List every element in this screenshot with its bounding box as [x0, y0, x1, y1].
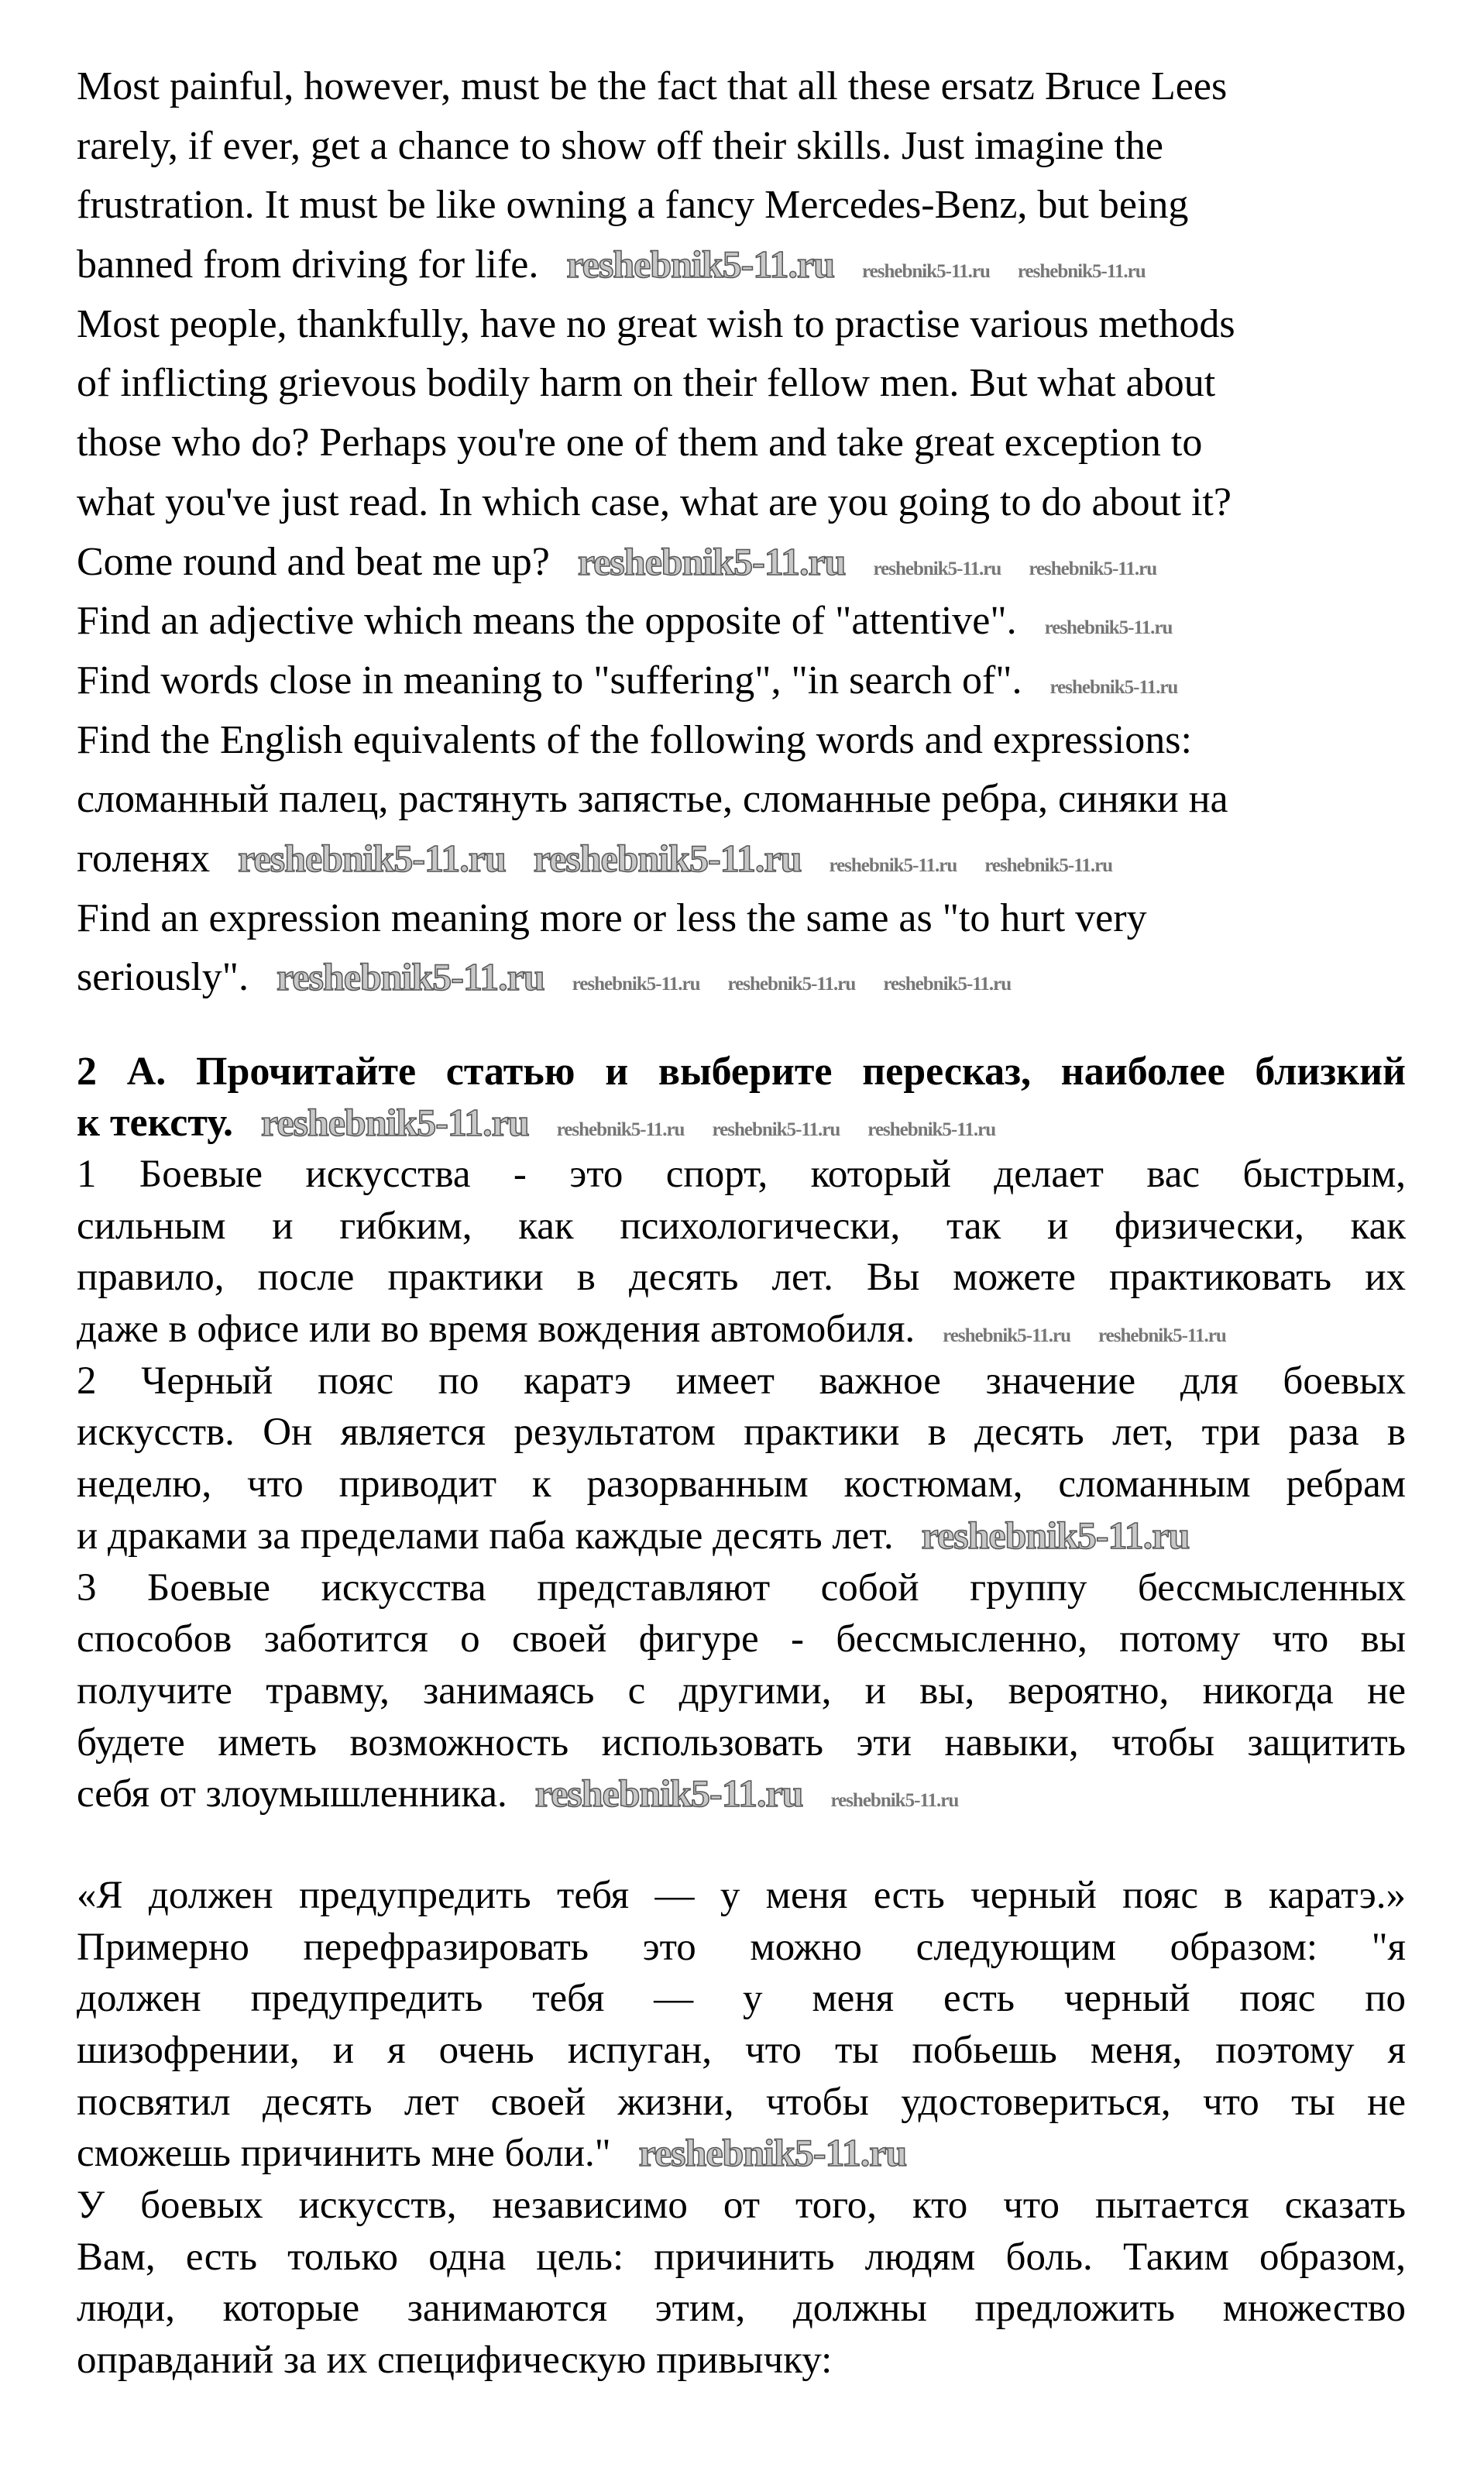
text-line — [77, 2232, 1406, 2284]
line-text: Come round and beat me up? — [77, 539, 550, 584]
watermark: reshebnik5-11.ru — [1017, 261, 1146, 283]
line-text: banned from driving for life. — [77, 242, 539, 287]
watermark: reshebnik5-11.ru — [943, 1325, 1070, 1347]
english-section — [77, 57, 1406, 1008]
text-line — [77, 1407, 1406, 1459]
line-text: what you've just read. In which case, what are you going to do about it? — [77, 479, 1232, 524]
text-line — [77, 57, 1406, 117]
line-text: получите травму, занимаясь с другими, и вы, вероятно, никогда не — [77, 1668, 1406, 1713]
text-line — [77, 1768, 1406, 1820]
retelling-option-3 — [77, 1562, 1406, 1820]
watermark: reshebnik5-11.ru — [862, 261, 990, 283]
line-text: seriously". — [77, 955, 249, 1000]
line-text: Most painful, however, must be the fact that all these ersatz Bruce Lees — [77, 64, 1228, 108]
text-line — [77, 1717, 1406, 1769]
text-line — [77, 2283, 1406, 2335]
text-line — [77, 1613, 1406, 1665]
line-text: Most people, thankfully, have no great wish to practise various methods — [77, 301, 1235, 346]
article-text — [77, 1870, 1406, 2387]
watermark: reshebnik5-11.ru — [566, 242, 835, 287]
watermark: reshebnik5-11.ru — [921, 1513, 1190, 1557]
watermark: reshebnik5-11.ru — [883, 974, 1012, 995]
line-text: rarely, if ever, get a chance to show off their skills. Just imagine the — [77, 123, 1163, 168]
line-text: those who do? Perhaps you're one of them and take great exception to — [77, 421, 1203, 466]
text-line — [77, 414, 1406, 473]
line-text: посвятил десять лет своей жизни, чтобы удостовериться, что ты не — [77, 2080, 1406, 2124]
text-line — [77, 354, 1406, 414]
text-line — [77, 1201, 1406, 1253]
watermark: reshebnik5-11.ru — [260, 1101, 529, 1144]
line-text: сможешь причинить мне боли." — [77, 2132, 611, 2176]
line-text: 2 А. Прочитайте статью и выберите пересказ, наиболее близкий — [77, 1050, 1406, 1094]
watermark: reshebnik5-11.ru — [533, 836, 802, 880]
line-text: сильным и гибким, как психологически, так и физически, как — [77, 1204, 1406, 1248]
task-line — [77, 770, 1406, 830]
line-text: будете иметь возможность использовать эти навыки, чтобы защитить — [77, 1720, 1406, 1765]
line-text: искусств. Он является результатом практики в десять лет, три раза в — [77, 1411, 1406, 1455]
text-line — [77, 1973, 1406, 2025]
line-text: к тексту. — [77, 1101, 233, 1145]
line-text: 2 Черный пояс по каратэ имеет важное значение для боевых — [77, 1359, 1406, 1403]
line-text: 1 Боевые искусства - это спорт, который делает вас быстрым, — [77, 1153, 1406, 1196]
line-text: Find an expression meaning more or less the same as "to hurt very — [77, 895, 1147, 940]
text-line — [77, 1922, 1406, 1974]
line-text: и драками за пределами паба каждые десять лет. — [77, 1514, 894, 1558]
text-line — [77, 533, 1406, 593]
text-line — [77, 1665, 1406, 1717]
watermark: reshebnik5-11.ru — [1029, 558, 1157, 579]
text-line — [77, 1149, 1406, 1201]
line-text: 3 Боевые искусства представляют собой группу бессмысленных — [77, 1565, 1406, 1610]
line-text: даже в офисе или во время вождения автомобиля. — [77, 1308, 915, 1352]
text-line — [77, 2128, 1406, 2180]
watermark: reshebnik5-11.ru — [1044, 617, 1173, 639]
watermark: reshebnik5-11.ru — [572, 974, 700, 995]
spacer — [77, 1820, 1406, 1870]
text-line — [77, 473, 1406, 533]
line-text: способов заботится о своей фигуре - бессмысленно, потому что вы — [77, 1617, 1406, 1662]
retelling-option-1 — [77, 1149, 1406, 1356]
watermark: reshebnik5-11.ru — [277, 955, 544, 999]
watermark: reshebnik5-11.ru — [556, 1119, 685, 1140]
heading-line — [77, 1046, 1406, 1098]
watermark: reshebnik5-11.ru — [238, 836, 506, 880]
retelling-option-2 — [77, 1356, 1406, 1562]
line-text: сломанный палец, растянуть запястье, сломанные ребра, синяки на — [77, 777, 1228, 822]
line-text: голенях — [77, 836, 211, 881]
task-line — [77, 948, 1406, 1008]
line-text: of inflicting grievous bodily harm on their fellow men. But what about — [77, 361, 1216, 406]
line-text: У боевых искусств, независимо от того, кто что пытается сказать — [77, 2184, 1406, 2228]
text-line — [77, 1356, 1406, 1407]
line-text: «Я должен предупредить тебя — у меня есть черный пояс в каратэ.» — [77, 1873, 1406, 1917]
task-line — [77, 889, 1406, 949]
line-text: люди, которые занимаются этим, должны предложить множество — [77, 2287, 1406, 2331]
task-line — [77, 651, 1406, 711]
line-text: Вам, есть только одна цель: причинить людям боль. Таким образом, — [77, 2235, 1406, 2279]
document-page — [77, 57, 1406, 2387]
watermark: reshebnik5-11.ru — [1049, 676, 1178, 698]
retelling-options — [77, 1149, 1406, 1820]
heading-line — [77, 1098, 1406, 1149]
text-line — [77, 1510, 1406, 1562]
task-line — [77, 830, 1406, 889]
watermark: reshebnik5-11.ru — [638, 2131, 907, 2175]
line-text: правило, после практики в десять лет. Вы можете практиковать их — [77, 1256, 1406, 1300]
task-line — [77, 592, 1406, 651]
text-line — [77, 117, 1406, 177]
watermark: reshebnik5-11.ru — [534, 1771, 803, 1816]
watermark: reshebnik5-11.ru — [867, 1119, 996, 1140]
watermark: reshebnik5-11.ru — [1098, 1325, 1226, 1347]
watermark: reshebnik5-11.ru — [712, 1119, 840, 1140]
watermark: reshebnik5-11.ru — [727, 974, 856, 995]
text-line — [77, 1252, 1406, 1304]
line-text: frustration. It must be like owning a fancy Mercedes-Benz, but being — [77, 183, 1189, 228]
line-text: неделю, что приводит к разорванным костюмам, сломанным ребрам — [77, 1462, 1406, 1507]
text-line — [77, 2335, 1406, 2387]
exercise-heading — [77, 1046, 1406, 1149]
line-text: Find an adjective which means the opposite of "attentive". — [77, 599, 1017, 644]
line-text: должен предупредить тебя — у меня есть черный пояс по — [77, 1977, 1406, 2021]
watermark: reshebnik5-11.ru — [830, 1790, 959, 1812]
text-line — [77, 176, 1406, 235]
text-line — [77, 2077, 1406, 2129]
watermark: reshebnik5-11.ru — [984, 854, 1113, 876]
watermark: reshebnik5-11.ru — [577, 539, 846, 583]
text-line — [77, 235, 1406, 295]
text-line — [77, 2180, 1406, 2232]
task-line — [77, 711, 1406, 771]
watermark: reshebnik5-11.ru — [829, 854, 957, 876]
line-text: себя от злоумышленника. — [77, 1772, 507, 1816]
watermark: reshebnik5-11.ru — [873, 558, 1001, 579]
text-line — [77, 1459, 1406, 1510]
text-line — [77, 1562, 1406, 1614]
line-text: оправданий за их специфическую привычку: — [77, 2339, 833, 2383]
line-text: Примерно перефразировать это можно следующим образом: "я — [77, 1925, 1406, 1969]
line-text: шизофрении, и я очень испуган, что ты побьешь меня, поэтому я — [77, 2029, 1406, 2072]
line-text: Find words close in meaning to "suffering", "in search of". — [77, 658, 1022, 703]
text-line — [77, 2025, 1406, 2077]
line-text: Find the English equivalents of the following words and expressions: — [77, 717, 1192, 762]
text-line — [77, 1304, 1406, 1356]
text-line — [77, 295, 1406, 355]
text-line — [77, 1870, 1406, 1922]
